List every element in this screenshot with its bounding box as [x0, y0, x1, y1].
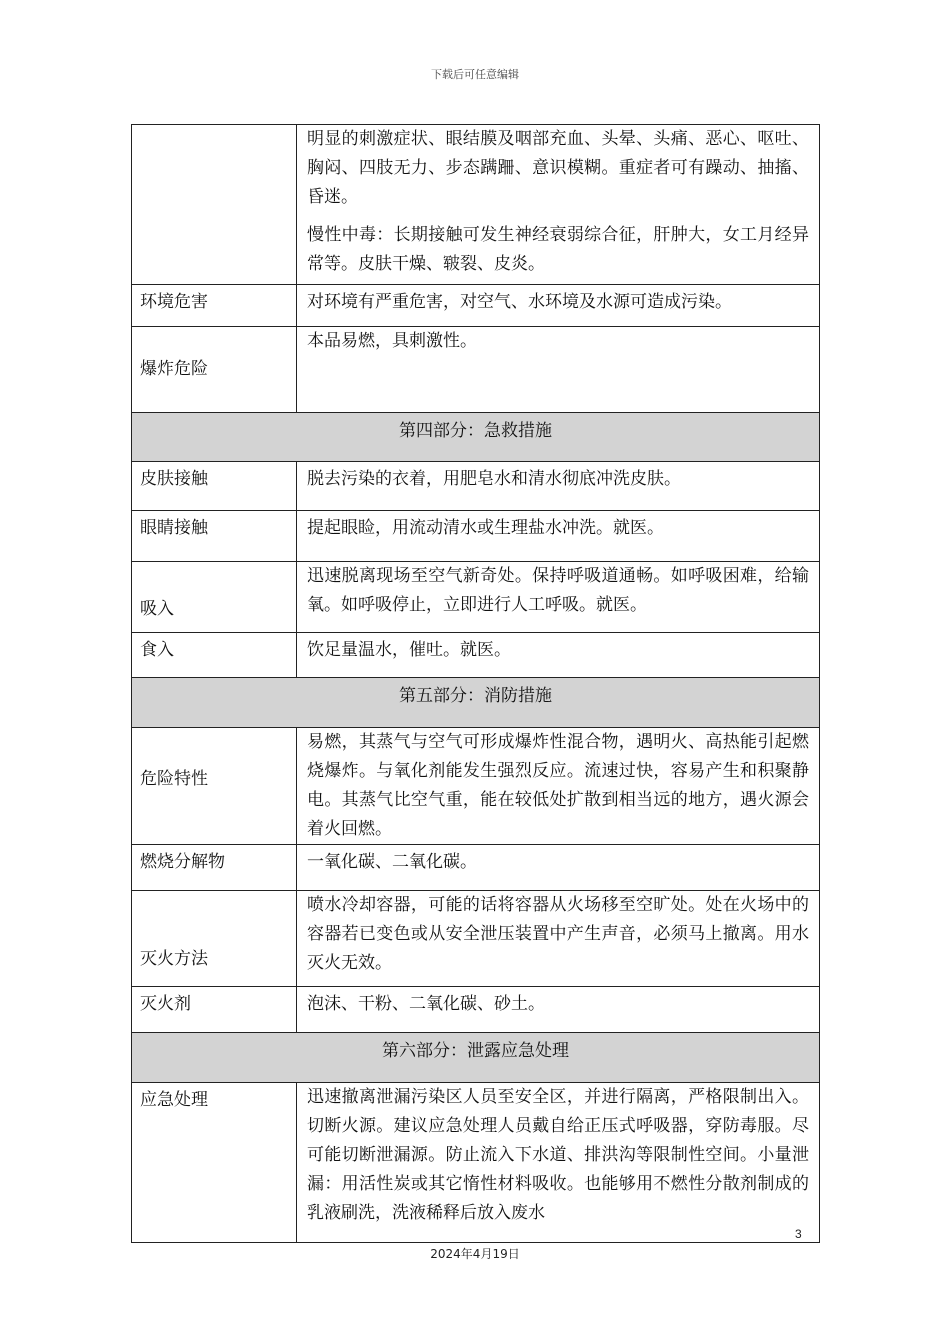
section-title: 第四部分：急救措施: [132, 413, 820, 462]
footer-date: 2024年4月19日: [430, 1247, 520, 1261]
row-label: 爆炸危险: [140, 359, 208, 379]
table-row: [132, 728, 820, 845]
row-label: [132, 125, 296, 128]
table-row: [132, 285, 820, 327]
section-header-row: [132, 413, 820, 462]
table-row: [132, 562, 820, 633]
row-content: 迅速撤离泄漏污染区人员至安全区，并进行隔离，严格限制出入。切断火源。建议应急处理人员戴自给正压式呼吸器，穿防毒服。尽可能切断泄漏源。防止流入下水道、排洪沟等限制性空间。小量泄漏：用活性炭或其它惰性材料吸收。也能够用不燃性分散剂制成的乳液刷洗，洗液稀释后放入废水: [307, 1087, 809, 1223]
row-label: 皮肤接触: [140, 469, 208, 489]
row-label: 眼睛接触: [140, 518, 208, 538]
row-label-cell: [132, 125, 297, 285]
row-label: 灭火方法: [140, 949, 208, 969]
row-content: 迅速脱离现场至空气新奇处。保持呼吸道通畅。如呼吸困难，给输氧。如呼吸停止，立即进行人工呼吸。就医。: [307, 566, 809, 615]
row-label: 危险特性: [140, 768, 208, 789]
section-header-row: [132, 678, 820, 728]
table-row: [132, 327, 820, 413]
row-content: 饮足量温水，催吐。就医。: [307, 640, 511, 660]
section-title: 第五部分：消防措施: [132, 678, 820, 728]
row-content: 脱去污染的衣着，用肥皂水和清水彻底冲洗皮肤。: [307, 469, 681, 489]
row-label: 食入: [140, 640, 174, 660]
table-row: [132, 462, 820, 511]
row-content: 泡沫、干粉、二氧化碳、砂土。: [307, 994, 545, 1014]
page-header-note: 下载后可任意编辑: [431, 68, 519, 81]
row-label: 应急处理: [140, 1090, 208, 1110]
section-header-row: [132, 1033, 820, 1083]
table-row: [132, 845, 820, 891]
row-content: 一氧化碳、二氧化碳。: [307, 852, 477, 872]
row-content: 对环境有严重危害，对空气、水环境及水源可造成污染。: [307, 292, 732, 312]
msds-table-container: [131, 124, 819, 1223]
acute-symptoms-text: 明显的刺激症状、眼结膜及咽部充血、头晕、头痛、恶心、呕吐、胸闷、四肢无力、步态蹒跚、意识模糊。重症者可有躁动、抽搐、昏迷。: [307, 129, 809, 207]
table-row: [132, 891, 820, 987]
chronic-poisoning-text: 慢性中毒：长期接触可发生神经衰弱综合征，肝肿大，女工月经异常等。皮肤干燥、皲裂、皮炎。: [307, 225, 809, 274]
row-label: 吸入: [140, 599, 174, 619]
table-row: [132, 125, 820, 285]
msds-table: [131, 124, 820, 1243]
row-content: 提起眼睑，用流动清水或生理盐水冲洗。就医。: [307, 518, 664, 538]
row-content-cell: [297, 125, 820, 285]
section-title: 第六部分：泄露应急处理: [132, 1033, 820, 1083]
row-label: 燃烧分解物: [140, 852, 225, 872]
row-content: 本品易燃，具刺激性。: [307, 331, 477, 351]
table-row: [132, 633, 820, 678]
page-number: 3: [795, 1227, 802, 1241]
table-row: [132, 987, 820, 1033]
row-content: 喷水冷却容器，可能的话将容器从火场移至空旷处。处在火场中的容器若已变色或从安全泄压装置中产生声音，必须马上撤离。用水灭火无效。: [307, 895, 809, 973]
row-label: 灭火剂: [140, 994, 191, 1014]
table-row: [132, 511, 820, 562]
table-row: [132, 1083, 820, 1243]
row-content: 易燃，其蒸气与空气可形成爆炸性混合物，遇明火、高热能引起燃烧爆炸。与氧化剂能发生强烈反应。流速过快，容易产生和积聚静电。其蒸气比空气重，能在较低处扩散到相当远的地方，遇火源会着火回燃。: [307, 732, 809, 839]
row-label: 环境危害: [140, 292, 208, 312]
